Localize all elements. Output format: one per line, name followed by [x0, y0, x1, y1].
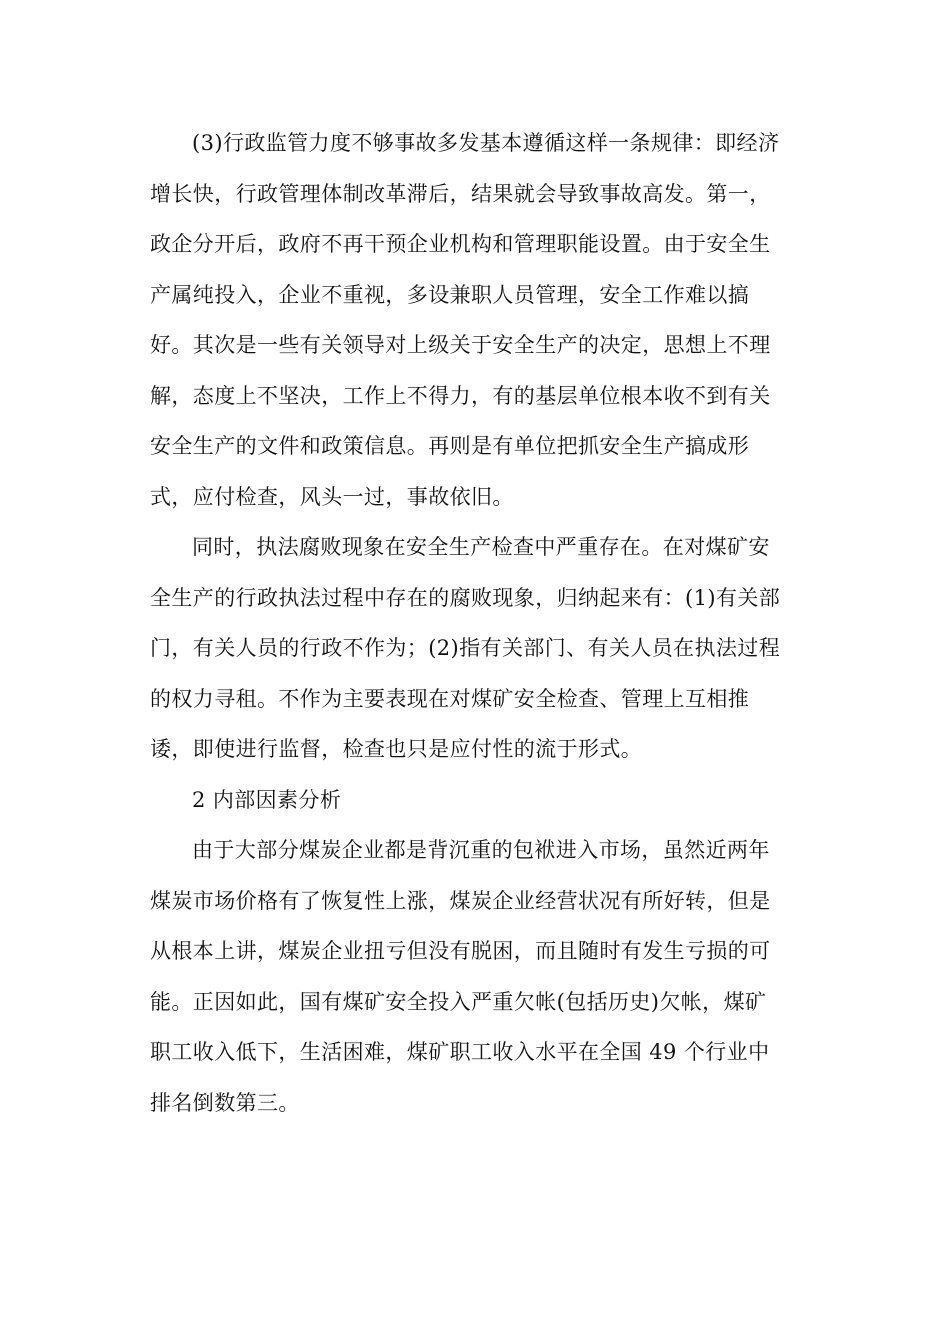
text-line: 解，态度上不坚决，工作上不得力，有的基层单位根本收不到有关 [150, 383, 771, 408]
text-line: 煤炭市场价格有了恢复性上涨，煤炭企业经营状况有所好转，但是 [150, 888, 771, 913]
text-line: 由于大部分煤炭企业都是背沉重的包袱进入市场，虽然近两年 [192, 838, 770, 862]
text-line: 好。其次是一些有关领导对上级关于安全生产的决定，思想上不理 [150, 333, 771, 357]
text-line: 同时，执法腐败现象在安全生产检查中严重存在。在对煤矿安 [192, 535, 770, 559]
text-line: 门，有关人员的行政不作为；(2)指有关部门、有关人员在执法过程 [150, 636, 781, 660]
text-line: (3)行政监管力度不够事故多发基本遵循这样一条规律：即经济 [192, 131, 780, 155]
text-line: 全生产的行政执法过程中存在的腐败现象，归纳起来有：(1)有关部 [150, 585, 781, 610]
text-line: 职工收入低下，生活困难，煤矿职工收入水平在全国 49 个行业中 [150, 1040, 770, 1064]
text-line: 产属纯投入，企业不重视，多设兼职人员管理，安全工作难以搞 [150, 282, 750, 307]
paragraph-internal-factors [150, 825, 802, 1128]
text-line: 排名倒数第三。 [150, 1090, 300, 1115]
document-body [150, 118, 802, 1128]
text-line: 安全生产的文件和政策信息。再则是有单位把抓安全生产搞成形 [150, 434, 750, 458]
text-line: 诿，即使进行监督，检查也只是应付性的流于形式。 [150, 737, 643, 761]
paragraph-administrative-supervision [150, 118, 802, 522]
text-line: 政企分开后，政府不再干预企业机构和管理职能设置。由于安全生 [150, 232, 771, 256]
text-line: 从根本上讲，煤炭企业扭亏但没有脱困，而且随时有发生亏损的可 [150, 939, 771, 963]
section-heading [150, 775, 802, 826]
text-line: 的权力寻租。不作为主要表现在对煤矿安全检查、管理上互相推 [150, 686, 750, 711]
text-line: 增长快，行政管理体制改革滞后，结果就会导致事故高发。第一， [150, 181, 771, 206]
text-line: 能。正因如此，国有煤矿安全投入严重欠帐(包括历史)欠帐，煤矿 [150, 989, 767, 1014]
section-heading-text: 2 内部因素分析 [192, 787, 342, 812]
paragraph-law-enforcement-corruption [150, 522, 802, 775]
text-line: 式，应付检查，风头一过，事故依旧。 [150, 484, 514, 509]
